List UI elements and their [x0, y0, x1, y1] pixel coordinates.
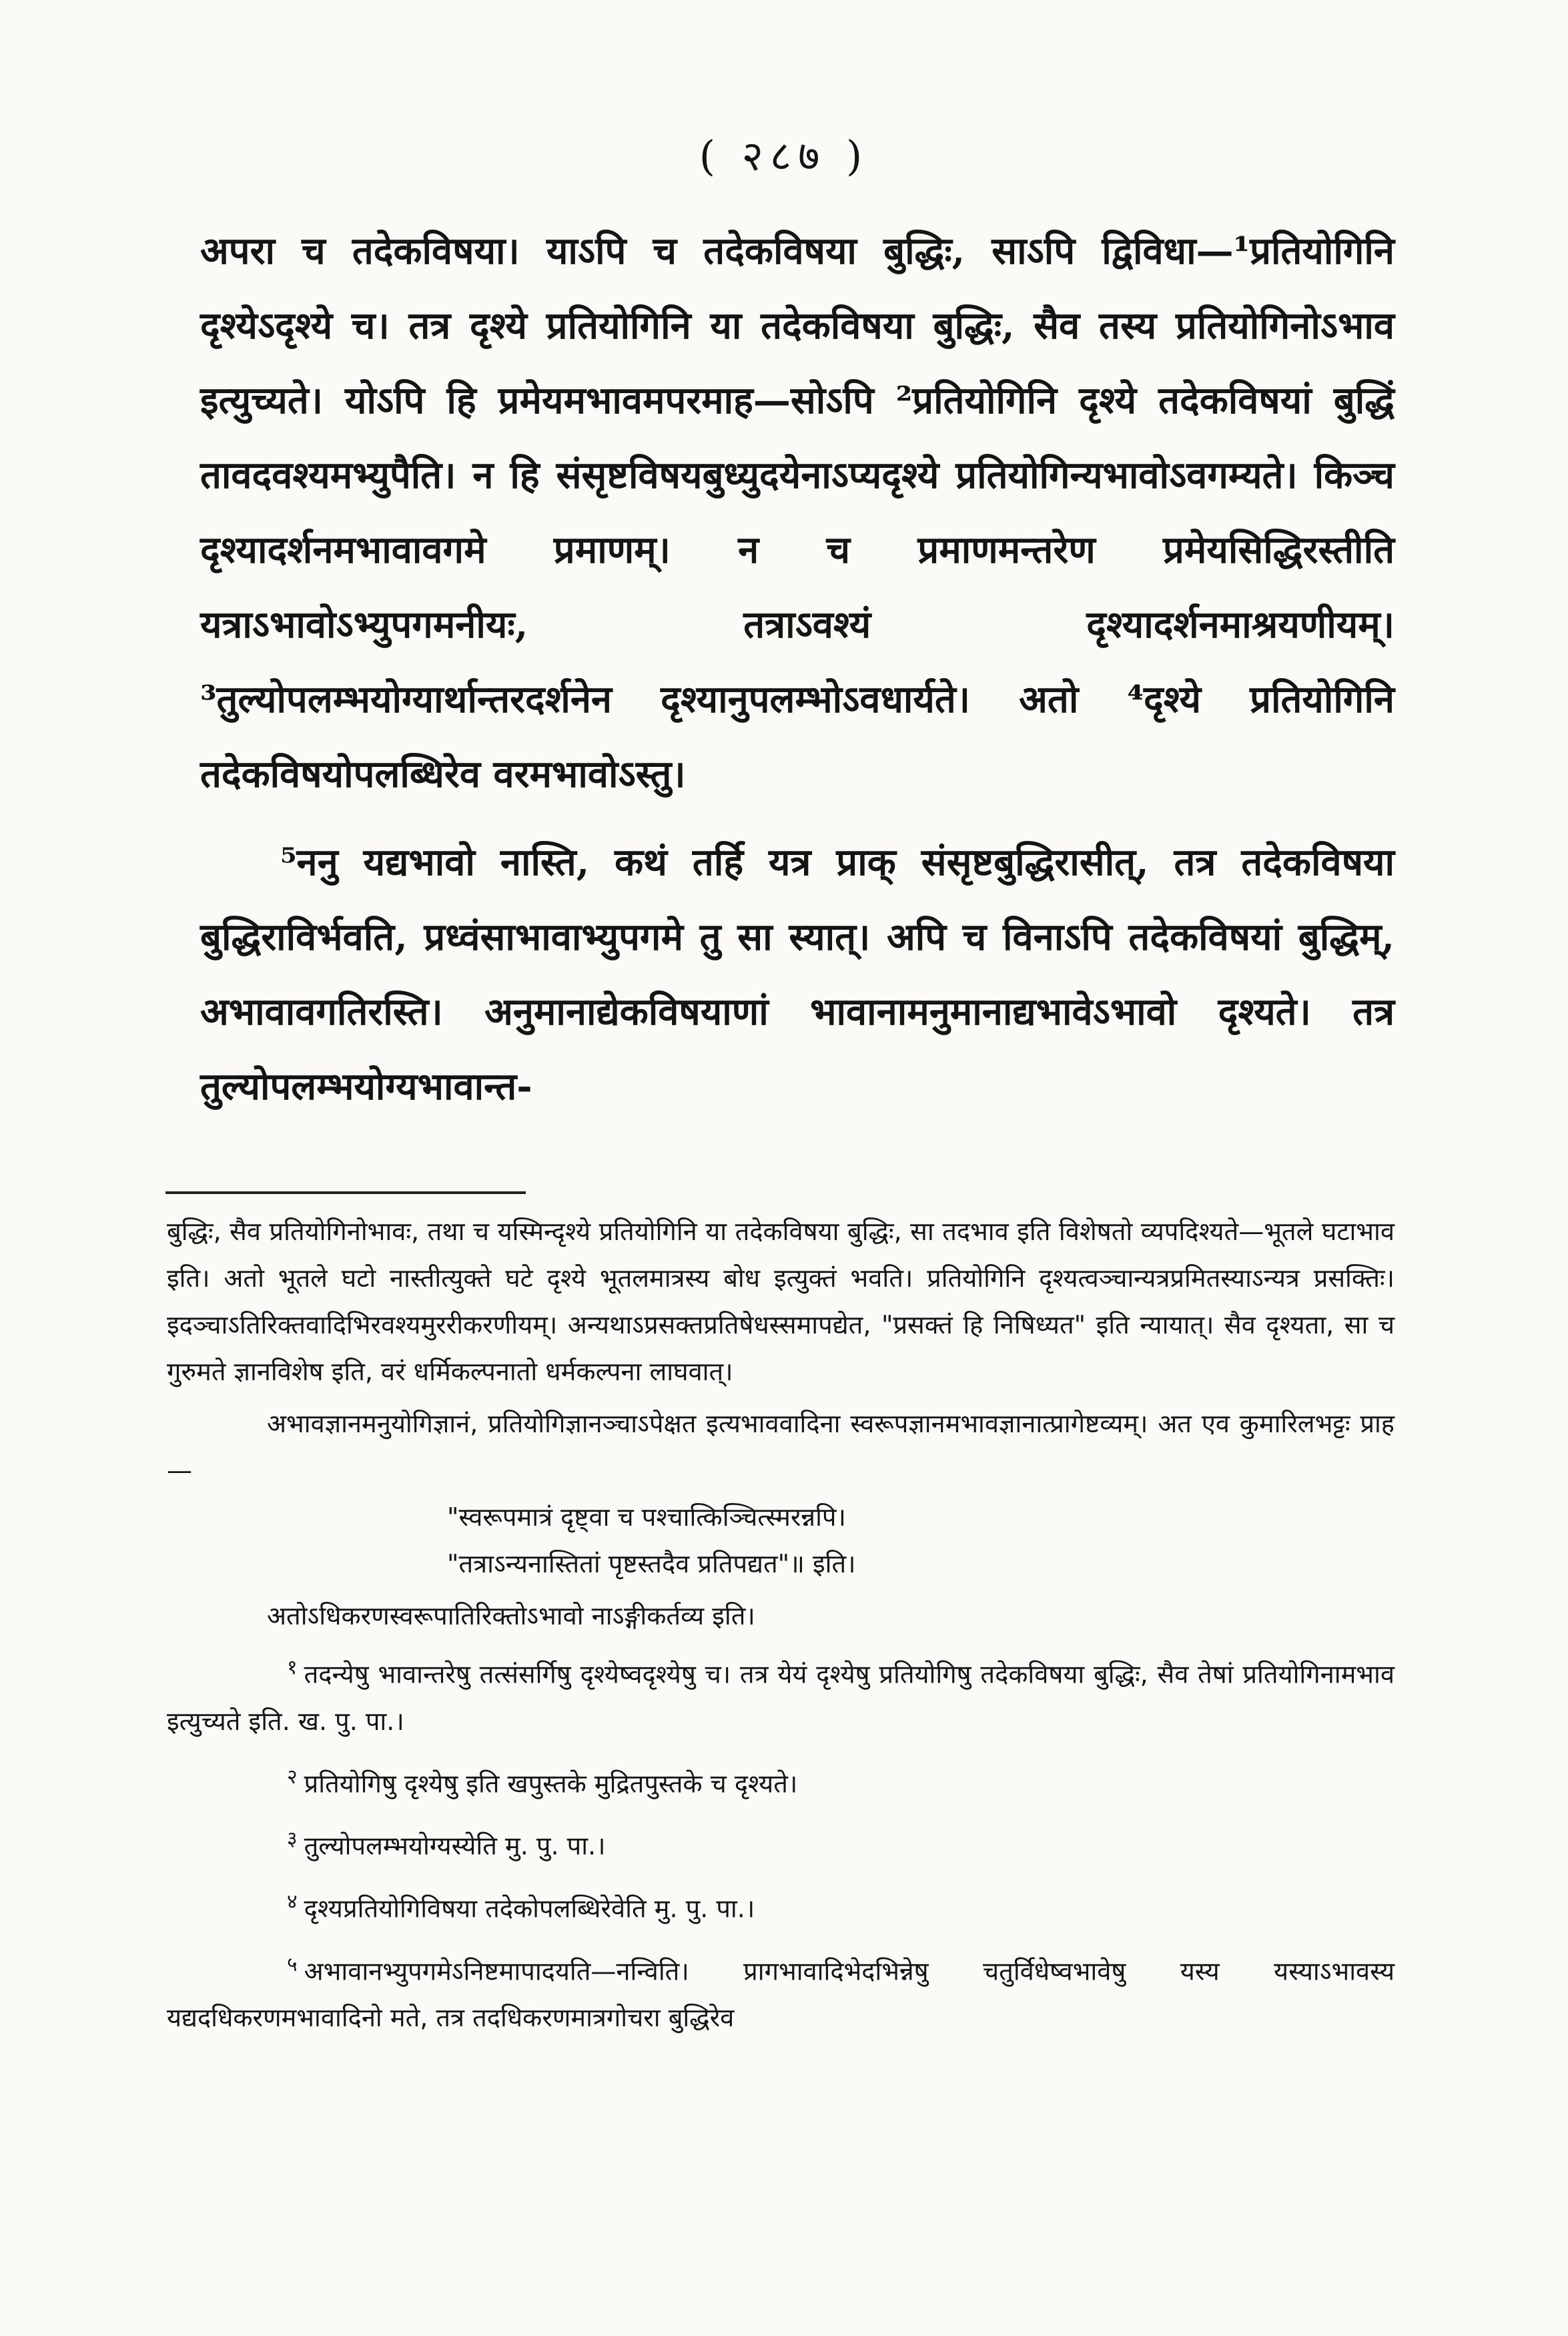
footnote-text: तुल्योपलम्भयोग्यस्येति मु. पु. पा.। [304, 1831, 606, 1861]
page-number: ( २८७ ) [699, 131, 869, 180]
footnote-item [167, 1754, 1395, 1807]
footnote-continuation: बुद्धिः, सैव प्रतियोगिनोभावः, तथा च यस्मिन्दृश्ये प्रतियोगिनि या तदेकविषया बुद्धिः, सा तदभाव इति विशेषतो व्यपदिश्यते—भूतले घटाभाव इति। अतो भूतले घटो नास्तीत्युक्ते घटे दृश्ये भूतलमात्रस्य बोध इत्युक्तं भवति। प्रतियोगिनि दृश्यत्वञ्चान्यत्रप्रमितस्याऽन्यत्र प्रसक्तिः। इदञ्चाऽतिरिक्तवादिभिरवश्यमुररीकरणीयम्। अन्यथाऽप्रसक्तप्रतिषेधस्समापद्येत, "प्रसक्तं हि निषिध्यत" इति न्यायात्। सैव दृश्यता, सा च गुरुमते ज्ञानविशेष इति, वरं धर्मिकल्पनातो धर्मकल्पना लाघवात्। [167, 1217, 1395, 1386]
footnote-text: अभावानभ्युपगमेऽनिष्टमापादयति—नन्विति। प्रागभावादिभेदभिन्नेषु चतुर्विधेष्वभावेषु यस्य यस्याऽभावस्य यद्यदधिकरणमभावादिनो मते, तत्र तदधिकरणमात्रगोचरा बुद्धिरेव [167, 1956, 1395, 2033]
footnote-item [167, 1816, 1395, 1869]
main-paragraph-1: अपरा च तदेकविषया। याऽपि च तदेकविषया बुद्धिः, साऽपि द्विविधा—¹प्रतियोगिनि दृश्येऽदृश्ये च। तत्र दृश्ये प्रतियोगिनि या तदेकविषया बुद्धिः, सैव तस्य प्रतियोगिनोऽभाव इत्युच्यते। योऽपि हि प्रमेयमभावमपरमाह—सोऽपि ²प्रतियोगिनि दृश्ये तदेकविषयां बुद्धिं तावदवश्यमभ्युपैति। न हि संसृष्टविषयबुध्युदयेनाऽप्यदृश्ये प्रतियोगिन्यभावोऽवगम्यते। किञ्च दृश्यादर्शनमभावावगमे प्रमाणम्। न च प्रमाणमन्तरेण प्रमेयसिद्धिरस्तीति यत्राऽभावोऽभ्युपगमनीयः, तत्राऽवश्यं दृश्यादर्शनमाश्रयणीयम्। ³तुल्योपलम्भयोग्यार्थान्तरदर्शनेन दृश्यानुपलम्भोऽवधार्यते। अतो ⁴दृश्ये प्रतियोगिनि तदेकविषयोपलब्धिरेव वरमभावोऽस्तु। [200, 229, 1395, 796]
footnote-item [167, 1645, 1395, 1745]
footnote-number: ३ [287, 1827, 298, 1851]
main-paragraph-2: ⁵ननु यद्यभावो नास्ति, कथं तर्हि यत्र प्राक् संसृष्टबुद्धिरासीत्, तत्र तदेकविषया बुद्धिराविर्भवति, प्रध्वंसाभावाभ्युपगमे तु सा स्यात्। अपि च विनाऽपि तदेकविषयां बुद्धिम्, अभावावगतिरस्ति। अनुमानाद्येकविषयाणां भावानामनुमानाद्यभावेऽभावो दृश्यते। तत्र तुल्योपलम्भयोग्यभावान्त- [200, 840, 1395, 1109]
footnote-item [167, 1942, 1395, 2042]
footnote-item [167, 1879, 1395, 1932]
footnote-number: ५ [287, 1952, 298, 1976]
footnote-separator [165, 1191, 526, 1194]
footnote-text: तदन्येषु भावान्तरेषु तत्संसर्गिषु दृश्येष्वदृश्येषु च। तत्र येयं दृश्येषु प्रतियोगिषु तदेकविषया बुद्धिः, सैव तेषां प्रतियोगिनामभाव इत्युच्यते इति. ख. पु. पा.। [167, 1659, 1395, 1736]
main-text [200, 214, 1395, 1124]
footnote-text: प्रतियोगिषु दृश्येषु इति खपुस्तके मुद्रितपुस्तके च दृश्यते। [304, 1769, 798, 1799]
footnote-second-paragraph: अभावज्ञानमनुयोगिज्ञानं, प्रतियोगिज्ञानञ्चाऽपेक्षत इत्यभाववादिना स्वरूपज्ञानमभावज्ञानात्प्रागेष्टव्यम्। अत एव कुमारिलभट्टः प्राह— [167, 1409, 1395, 1485]
verse-line-2: "तत्राऽन्यनास्तितां पृष्टस्तदैव प्रतिपद्यत"॥ इति। [447, 1549, 856, 1578]
footnote-conclusion: अतोऽधिकरणस्वरूपातिरिक्तोऽभावो नाऽङ्गीकर्तव्य इति। [267, 1601, 755, 1631]
numbered-footnotes [167, 1645, 1395, 2041]
footnote-number: ४ [287, 1889, 298, 1914]
footnotes [167, 1208, 1395, 2050]
verse-line-1: "स्वरूपमात्रं दृष्ट्वा च पश्चात्किञ्चित्स्मरन्नपि। [447, 1502, 846, 1532]
footnote-text: दृश्यप्रतियोगिविषया तदेकोपलब्धिरेवेति मु. पु. पा.। [304, 1893, 755, 1924]
footnote-number: २ [287, 1765, 298, 1789]
footnote-number: १ [287, 1656, 298, 1679]
